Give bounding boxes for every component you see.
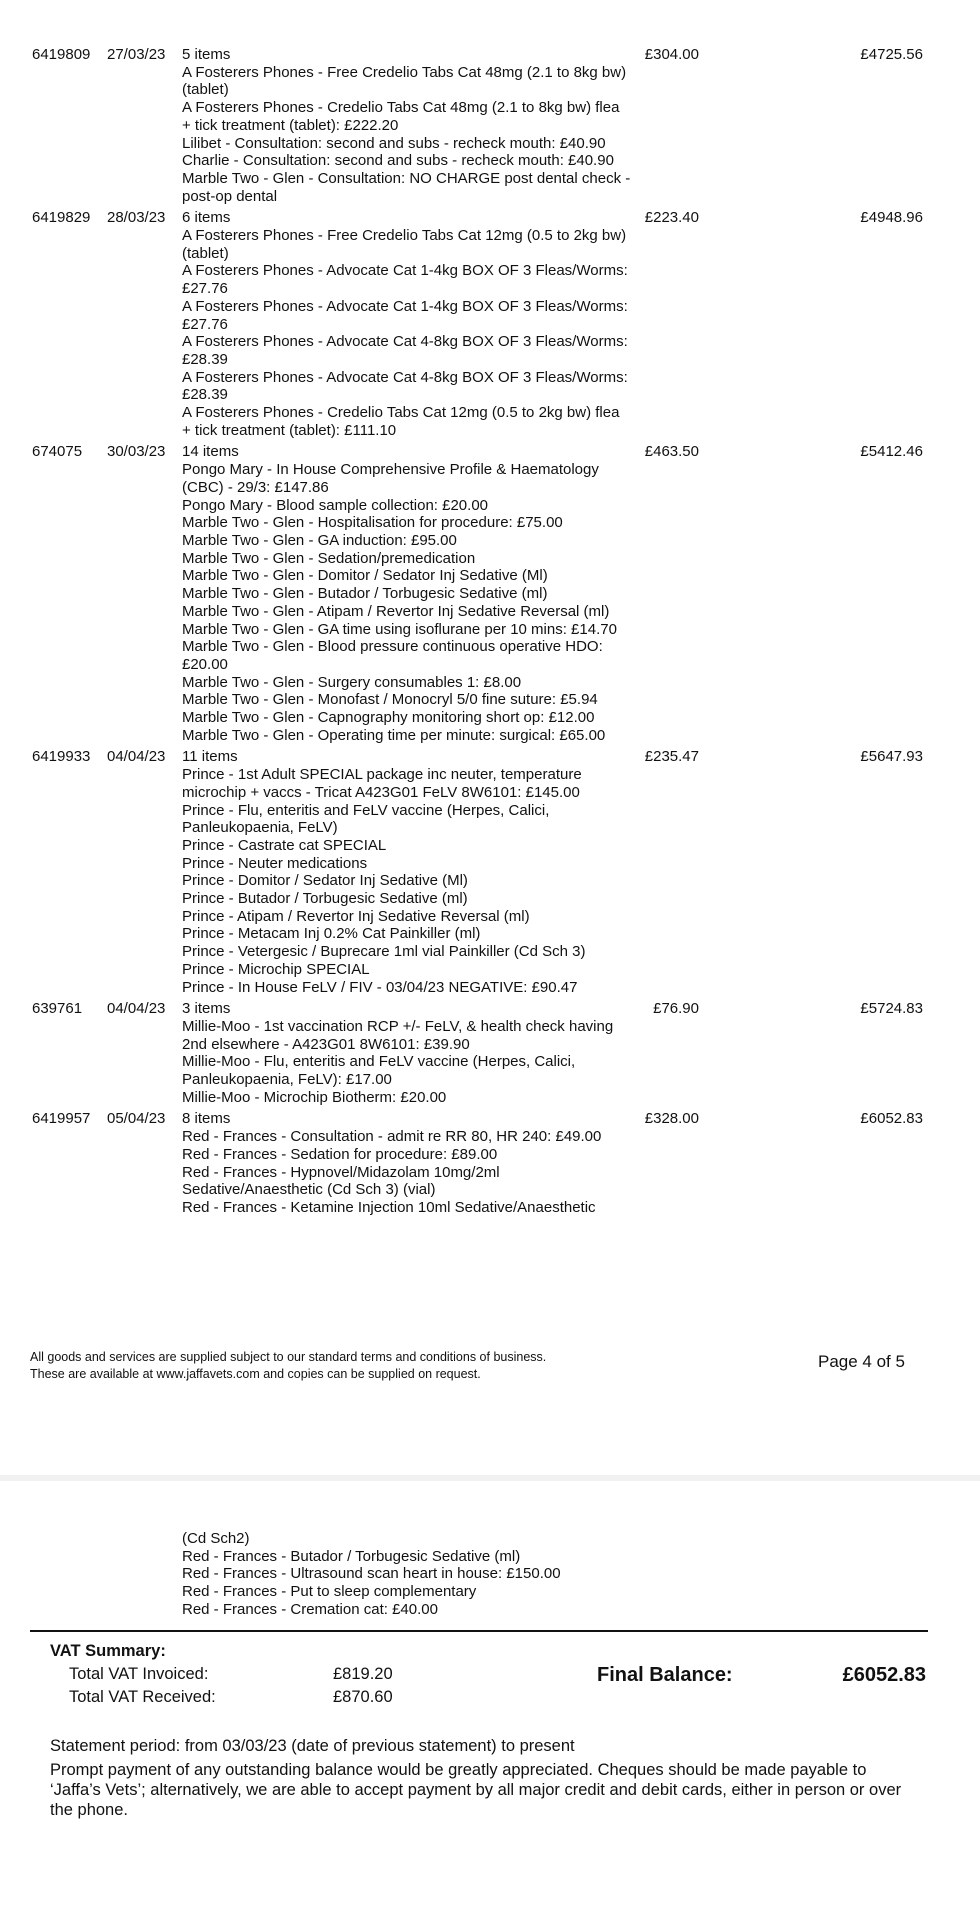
running-balance: £5647.93	[860, 748, 923, 766]
final-balance-label: Final Balance:	[597, 1664, 733, 1686]
item-line: Marble Two - Glen - Capnography monitoring short op: £12.00	[182, 709, 595, 727]
item-line: Marble Two - Glen - Consultation: NO CHARGE post dental check - post-op dental	[182, 169, 631, 205]
item-line: Red - Frances - Put to sleep complementary	[182, 1583, 477, 1601]
invoice-number: 6419957	[32, 1110, 91, 1128]
invoice-description	[182, 748, 632, 1000]
payment-notice: Prompt payment of any outstanding balance would be greatly appreciated. Cheques should be made payable to ‘Jaffa’s Vets’; alternatively, we are able to accept payment by all major credit and debit cards, either in person or over the phone.	[50, 1761, 902, 1819]
invoice-row	[0, 209, 980, 443]
item-line: 14 items	[182, 443, 239, 461]
item-line: Marble Two - Glen - GA induction: £95.00	[182, 531, 457, 549]
item-line: Pongo Mary - Blood sample collection: £20.00	[182, 496, 489, 514]
item-line: A Fosterers Phones - Advocate Cat 1-4kg BOX OF 3 Fleas/Worms: £27.76	[182, 297, 628, 333]
item-line: Prince - Microchip SPECIAL	[182, 960, 370, 978]
terms-footer	[30, 1349, 650, 1382]
invoice-row	[0, 1000, 980, 1110]
item-line: Prince - Neuter medications	[182, 854, 368, 872]
item-line: A Fosterers Phones - Advocate Cat 4-8kg BOX OF 3 Fleas/Worms: £28.39	[182, 333, 628, 368]
item-line: Prince - Flu, enteritis and FeLV vaccine (Herpes, Calici, Panleukopaenia, FeLV)	[182, 801, 550, 837]
item-line: Marble Two - Glen - Butador / Torbugesic Sedative (ml)	[182, 585, 548, 603]
item-line: Marble Two - Glen - Blood pressure continuous operative HDO: £20.00	[182, 638, 603, 673]
invoice-date: 04/04/23	[107, 748, 166, 766]
item-line: 6 items	[182, 209, 231, 227]
item-line: Prince - Butador / Torbugesic Sedative (ml)	[182, 890, 468, 908]
statement-period: Statement period: from 03/03/23 (date of previous statement) to present	[50, 1737, 575, 1755]
item-line: A Fosterers Phones - Free Credelio Tabs Cat 48mg (2.1 to 8kg bw) (tablet)	[182, 63, 627, 99]
invoice-description	[182, 209, 632, 443]
item-line: 11 items	[182, 748, 238, 766]
running-balance: £4725.56	[860, 46, 923, 63]
item-line: 5 items	[182, 46, 231, 63]
item-line: Red - Frances - Butador / Torbugesic Sedative (ml)	[182, 1547, 521, 1565]
item-line: Prince - Atipam / Revertor Inj Sedative Reversal (ml)	[182, 907, 530, 925]
item-line: Red - Frances - Sedation for procedure: £89.00	[182, 1145, 498, 1163]
invoice-row	[0, 443, 980, 748]
invoice-row	[0, 46, 980, 209]
invoice-table	[0, 46, 980, 1221]
statement-page-5	[0, 1481, 980, 1912]
item-line: Millie-Moo - Microchip Biotherm: £20.00	[182, 1088, 447, 1106]
running-balance: £6052.83	[860, 1110, 923, 1128]
invoice-date: 04/04/23	[107, 1000, 166, 1018]
item-line: Charlie - Consultation: second and subs - recheck mouth: £40.90	[182, 152, 614, 170]
item-line: A Fosterers Phones - Advocate Cat 4-8kg BOX OF 3 Fleas/Worms: £28.39	[182, 368, 628, 404]
item-line: Marble Two - Glen - Operating time per minute: surgical: £65.00	[182, 726, 606, 744]
item-line: A Fosterers Phones - Credelio Tabs Cat 48mg (2.1 to 8kg bw) flea + tick treatment (tablet): £222.20	[182, 99, 620, 134]
item-line: Marble Two - Glen - Domitor / Sedator Inj Sedative (Ml)	[182, 567, 548, 585]
invoice-number: 639761	[32, 1000, 83, 1018]
item-line: Prince - 1st Adult SPECIAL package inc neuter, temperature microchip + vaccs - Tricat A423G01 FeLV 8W6101: £145.00	[182, 766, 582, 801]
running-balance: £4948.96	[860, 209, 923, 227]
item-line: A Fosterers Phones - Free Credelio Tabs Cat 12mg (0.5 to 2kg bw) (tablet)	[182, 227, 627, 262]
item-line: Red - Frances - Ketamine Injection 10ml Sedative/Anaesthetic	[182, 1199, 596, 1216]
final-balance-value: £6052.83	[842, 1664, 926, 1686]
invoice-row	[0, 748, 980, 1000]
item-line: Marble Two - Glen - GA time using isoflurane per 10 mins: £14.70	[182, 620, 617, 638]
item-line: Prince - Domitor / Sedator Inj Sedative (Ml)	[182, 872, 468, 890]
invoice-amount: £76.90	[653, 1000, 699, 1018]
vat-invoiced-value: £819.20	[333, 1665, 393, 1683]
invoice-row	[0, 1110, 980, 1220]
invoice-date: 28/03/23	[107, 209, 166, 227]
item-line: Millie-Moo - Flu, enteritis and FeLV vaccine (Herpes, Calici, Panleukopaenia, FeLV): £17.00	[182, 1053, 576, 1089]
page-number: Page 4 of 5	[818, 1352, 905, 1371]
item-line: Marble Two - Glen - Sedation/premedication	[182, 549, 476, 567]
invoice-amount: £223.40	[644, 209, 699, 227]
item-line: A Fosterers Phones - Advocate Cat 1-4kg BOX OF 3 Fleas/Worms: £27.76	[182, 262, 628, 298]
invoice-description	[182, 443, 632, 748]
item-line: Pongo Mary - In House Comprehensive Profile & Haematology (CBC) - 29/3: £147.86	[182, 461, 599, 496]
item-line: Prince - Metacam Inj 0.2% Cat Painkiller (ml)	[182, 925, 481, 943]
item-line: Prince - Castrate cat SPECIAL	[182, 836, 387, 854]
item-line: 3 items	[182, 1000, 231, 1018]
item-line: Marble Two - Glen - Surgery consumables 1: £8.00	[182, 673, 522, 691]
summary-divider	[30, 1630, 928, 1632]
vat-summary-title: VAT Summary:	[50, 1642, 166, 1660]
invoice-number: 6419933	[32, 748, 91, 766]
item-line: 8 items	[182, 1110, 231, 1128]
item-line: Prince - Vetergesic / Buprecare 1ml vial Painkiller (Cd Sch 3)	[182, 943, 586, 961]
invoice-description	[182, 1000, 632, 1110]
vat-invoiced-label: Total VAT Invoiced:	[69, 1665, 209, 1683]
invoice-date: 30/03/23	[107, 443, 166, 461]
item-line: A Fosterers Phones - Credelio Tabs Cat 12mg (0.5 to 2kg bw) flea + tick treatment (tablet): £111.10	[182, 404, 620, 439]
running-balance: £5412.46	[860, 443, 923, 461]
item-line: Red - Frances - Cremation cat: £40.00	[182, 1600, 438, 1618]
item-line: Marble Two - Glen - Monofast / Monocryl 5/0 fine suture: £5.94	[182, 691, 598, 709]
item-line: Millie-Moo - 1st vaccination RCP +/- FeLV, & health check having 2nd elsewhere - A423G01 8W6101: £39.90	[182, 1017, 614, 1053]
continued-description	[182, 1530, 682, 1619]
invoice-description	[182, 1110, 632, 1220]
item-line: Prince - In House FeLV / FIV - 03/04/23 NEGATIVE: £90.47	[182, 978, 578, 996]
vat-received-label: Total VAT Received:	[69, 1688, 216, 1706]
item-line: Red - Frances - Ultrasound scan heart in house: £150.00	[182, 1565, 561, 1583]
item-line: Red - Frances - Hypnovel/Midazolam 10mg/2ml Sedative/Anaesthetic (Cd Sch 3) (vial)	[182, 1163, 500, 1199]
invoice-amount: £463.50	[644, 443, 699, 461]
item-line: Marble Two - Glen - Atipam / Revertor Inj Sedative Reversal (ml)	[182, 602, 610, 620]
invoice-amount: £304.00	[644, 46, 699, 63]
invoice-number: 674075	[32, 443, 83, 461]
invoice-description	[182, 46, 632, 209]
vat-received-value: £870.60	[333, 1688, 393, 1706]
terms-line: All goods and services are supplied subject to our standard terms and conditions of business.	[30, 1350, 547, 1364]
running-balance: £5724.83	[860, 1000, 923, 1018]
invoice-amount: £235.47	[644, 748, 699, 766]
invoice-date: 05/04/23	[107, 1110, 166, 1128]
invoice-number: 6419829	[32, 209, 91, 227]
item-line: Marble Two - Glen - Hospitalisation for procedure: £75.00	[182, 514, 563, 532]
item-line: (Cd Sch2)	[182, 1530, 250, 1547]
invoice-number: 6419809	[32, 46, 91, 63]
item-line: Red - Frances - Consultation - admit re RR 80, HR 240: £49.00	[182, 1128, 602, 1146]
invoice-amount: £328.00	[644, 1110, 699, 1128]
item-line: Lilibet - Consultation: second and subs - recheck mouth: £40.90	[182, 134, 606, 152]
terms-line: These are available at www.jaffavets.com and copies can be supplied on request.	[30, 1366, 481, 1381]
invoice-date: 27/03/23	[107, 46, 166, 63]
